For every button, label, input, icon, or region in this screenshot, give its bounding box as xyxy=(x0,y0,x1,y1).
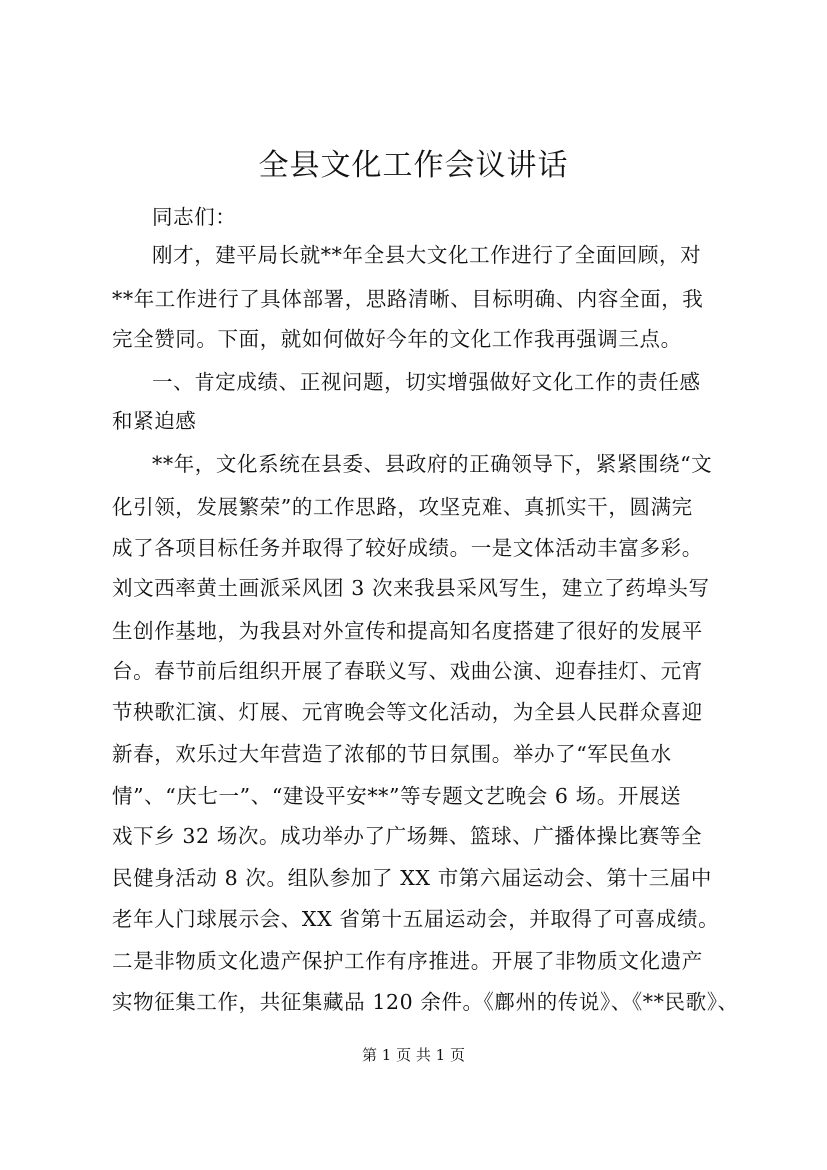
section-heading-line: 和紧迫感 xyxy=(112,409,197,433)
body-line: 刚才，建平局长就**年全县大文化工作进行了全面回顾，对 xyxy=(152,243,702,267)
body-line: 生创作基地，为我县对外宣传和提高知名度搭建了很好的发展平 xyxy=(112,619,703,643)
page-number-footer: 第 1 页 共 1 页 xyxy=(362,1046,465,1064)
body-line: 完全赞同。下面，就如何做好今年的文化工作我再强调三点。 xyxy=(112,327,682,351)
body-line: **年工作进行了具体部署，思路清晰、目标明确、内容全面，我 xyxy=(112,287,704,311)
body-line: 台。春节前后组织开展了春联义写、戏曲公演、迎春挂灯、元宵 xyxy=(112,659,703,683)
body-line: 刘文西率黄土画派采风团 3 次来我县采风写生，建立了药埠头写 xyxy=(112,576,710,600)
body-line: 新春，欢乐过大年营造了浓郁的节日氛围。举办了“军民鱼水 xyxy=(112,742,672,766)
body-line: **年，文化系统在县委、县政府的正确领导下，紧紧围绕“文 xyxy=(152,452,713,476)
body-line: 民健身活动 8 次。组队参加了 XX 市第六届运动会、第十三届中 xyxy=(112,866,712,890)
body-line: 老年人门球展示会、XX 省第十五届运动会，并取得了可喜成绩。 xyxy=(112,907,720,931)
section-heading-line: 一、肯定成绩、正视问题，切实增强做好文化工作的责任感 xyxy=(152,370,701,394)
body-line: 节秧歌汇演、灯展、元宵晚会等文化活动，为全县人民群众喜迎 xyxy=(112,700,703,724)
body-line: 实物征集工作，共征集藏品 120 余件。《鄜州的传说》、《**民歌》、 xyxy=(112,990,739,1014)
body-line: 成了各项目标任务并取得了较好成绩。一是文体活动丰富多彩。 xyxy=(112,536,703,560)
body-line: 情”、“庆七一”、“建设平安**”等专题文艺晚会 6 场。开展送 xyxy=(112,784,682,808)
body-line: 化引领，发展繁荣”的工作思路，攻坚克难、真抓实干，圆满完 xyxy=(112,495,693,519)
body-line: 二是非物质文化遗产保护工作有序推进。开展了非物质文化遗产 xyxy=(112,949,703,973)
salutation-line: 同志们： xyxy=(152,205,237,229)
body-line: 戏下乡 32 场次。成功举办了广场舞、篮球、广播体操比赛等全 xyxy=(112,824,703,848)
document-title: 全县文化工作会议讲话 xyxy=(258,148,569,183)
